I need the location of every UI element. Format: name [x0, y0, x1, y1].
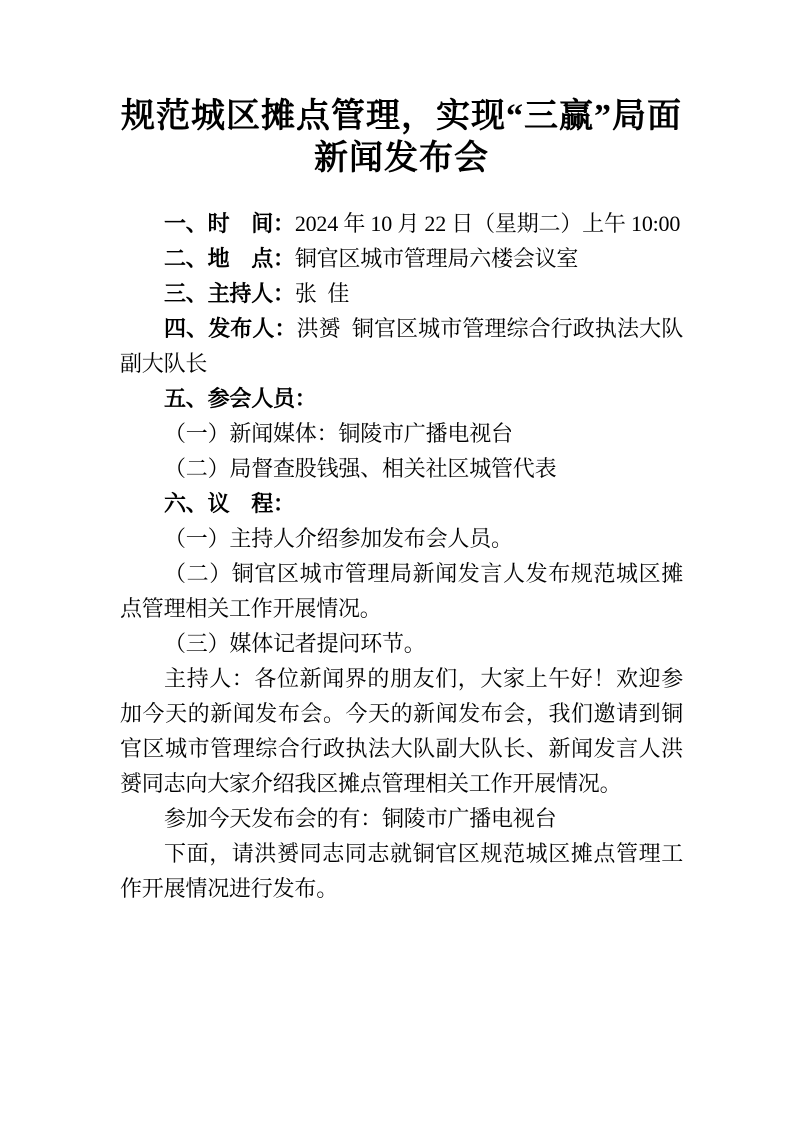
paragraph-location — [120, 241, 683, 276]
paragraph-label: 三、主持人： — [164, 281, 295, 306]
paragraph-agenda-3 — [120, 626, 683, 661]
paragraph-attendees-heading — [120, 381, 683, 416]
paragraph-speaker — [120, 311, 683, 381]
paragraph-time — [120, 206, 683, 241]
paragraph-text: 张 佳 — [294, 281, 350, 306]
title-line-1: 规范城区摊点管理，实现“三赢”局面 — [121, 98, 682, 135]
paragraph-host-remarks — [120, 661, 683, 801]
document-body — [120, 206, 683, 906]
paragraph-agenda-1 — [120, 521, 683, 556]
paragraph-attendees-media — [120, 416, 683, 451]
paragraph-text: （一）新闻媒体：铜陵市广播电视台 — [164, 421, 513, 446]
paragraph-host — [120, 276, 683, 311]
paragraph-attendee-announcement — [120, 801, 683, 836]
document-title — [120, 96, 683, 180]
paragraph-text: （三）媒体记者提问环节。 — [164, 631, 426, 656]
paragraph-text: （二）铜官区城市管理局新闻发言人发布规范城区摊点管理相关工作开展情况。 — [120, 561, 683, 621]
paragraph-text: 下面，请洪赟同志同志就铜官区规范城区摊点管理工作开展情况进行发布。 — [120, 841, 683, 901]
paragraph-attendees-others — [120, 451, 683, 486]
paragraph-label: 五、参会人员： — [164, 386, 317, 411]
paragraph-label: 四、发布人： — [164, 316, 297, 341]
paragraph-text: 主持人：各位新闻界的朋友们，大家上午好！欢迎参加今天的新闻发布会。今天的新闻发布会，我们邀请到铜官区城市管理综合行政执法大队副大队长、新闻发言人洪赟同志向大家介绍我区摊点管理相关工作开展情况。 — [120, 666, 683, 796]
paragraph-text: （二）局督查股钱强、相关社区城管代表 — [164, 456, 557, 481]
paragraph-label: 六、议 程： — [164, 491, 295, 516]
paragraph-text: （一）主持人介绍参加发布会人员。 — [164, 526, 513, 551]
paragraph-agenda-2 — [120, 556, 683, 626]
paragraph-label: 二、地 点： — [164, 246, 295, 271]
paragraph-closing — [120, 836, 683, 906]
paragraph-label: 一、时 间： — [164, 211, 295, 236]
paragraph-agenda-heading — [120, 486, 683, 521]
title-line-2: 新闻发布会 — [314, 140, 489, 177]
paragraph-text: 参加今天发布会的有：铜陵市广播电视台 — [164, 806, 557, 831]
paragraph-text: 洪赟 铜官区城市管理综合行政执法大队副大队长 — [120, 316, 683, 376]
paragraph-text: 铜官区城市管理局六楼会议室 — [294, 246, 579, 271]
paragraph-text: 2024 年 10 月 22 日（星期二）上午 10:00 — [294, 211, 681, 236]
